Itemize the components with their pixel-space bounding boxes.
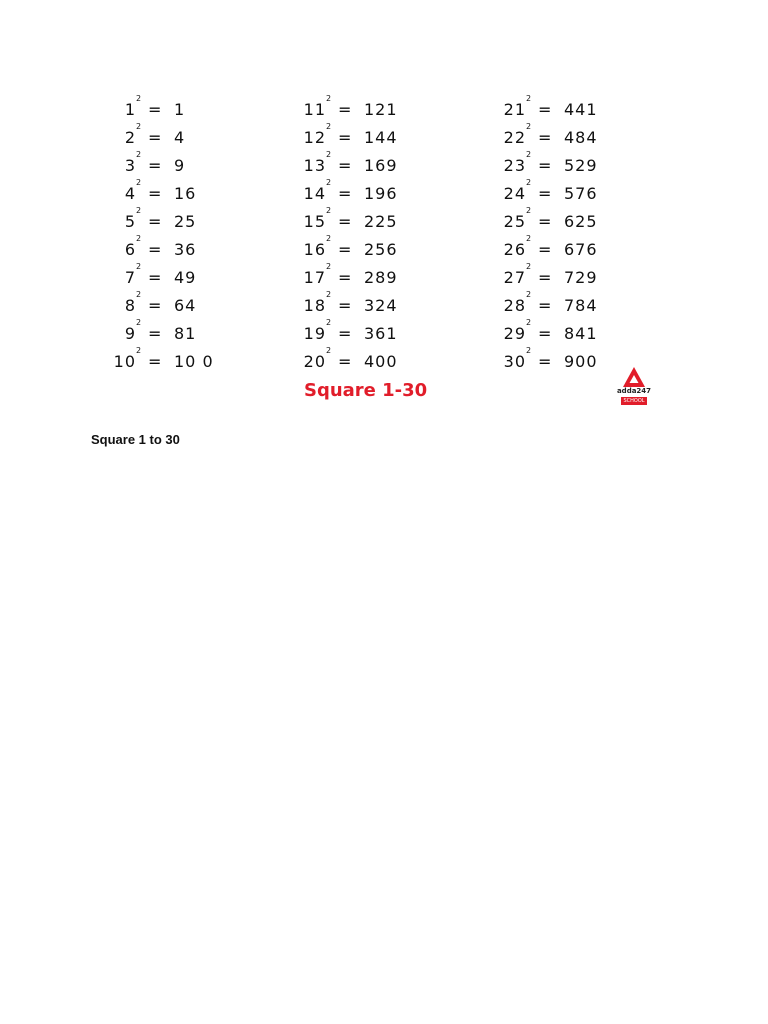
row-value: 841 (564, 324, 598, 343)
row-base: 13 (303, 156, 326, 175)
row-value: 64 (174, 296, 197, 315)
square-row (500, 288, 680, 316)
row-equals: = (538, 128, 553, 147)
row-base: 17 (303, 268, 326, 287)
logo-brand: adda247 (616, 387, 652, 395)
row-base: 15 (303, 212, 326, 231)
row-exponent: 2 (326, 290, 332, 299)
row-value: 36 (174, 240, 197, 259)
row-base: 1 (124, 100, 136, 119)
row-value: 121 (364, 100, 398, 119)
row-value: 4 (174, 128, 186, 147)
row-base: 21 (503, 100, 526, 119)
row-value: 729 (564, 268, 598, 287)
row-exponent: 2 (136, 122, 142, 131)
row-value: 900 (564, 352, 598, 371)
square-row (300, 344, 480, 372)
row-equals: = (148, 156, 163, 175)
row-base: 28 (503, 296, 526, 315)
row-base: 26 (503, 240, 526, 259)
square-row (110, 288, 290, 316)
row-exponent: 2 (526, 206, 532, 215)
square-row (500, 232, 680, 260)
row-base: 25 (503, 212, 526, 231)
square-row (110, 232, 290, 260)
row-equals: = (338, 268, 353, 287)
row-equals: = (538, 324, 553, 343)
row-value: 441 (564, 100, 598, 119)
square-row (500, 92, 680, 120)
row-exponent: 2 (326, 150, 332, 159)
row-exponent: 2 (136, 234, 142, 243)
row-value: 676 (564, 240, 598, 259)
square-row (500, 344, 680, 372)
row-equals: = (338, 184, 353, 203)
row-exponent: 2 (526, 318, 532, 327)
row-value: 1 (174, 100, 186, 119)
row-base: 7 (124, 268, 136, 287)
row-exponent: 2 (136, 206, 142, 215)
row-equals: = (338, 156, 353, 175)
row-value: 25 (174, 212, 197, 231)
row-equals: = (338, 128, 353, 147)
row-equals: = (538, 184, 553, 203)
square-row (300, 260, 480, 288)
row-value: 361 (364, 324, 398, 343)
squares-figure (100, 92, 680, 414)
row-exponent: 2 (526, 122, 532, 131)
row-equals: = (338, 352, 353, 371)
row-exponent: 2 (326, 318, 332, 327)
row-value: 144 (364, 128, 398, 147)
row-base: 20 (303, 352, 326, 371)
row-value: 81 (174, 324, 197, 343)
row-exponent: 2 (326, 122, 332, 131)
square-row (500, 260, 680, 288)
square-row (300, 204, 480, 232)
row-exponent: 2 (326, 262, 332, 271)
square-row (500, 120, 680, 148)
square-row (110, 148, 290, 176)
row-base: 30 (503, 352, 526, 371)
row-value: 10 0 (174, 352, 214, 371)
row-value: 784 (564, 296, 598, 315)
row-equals: = (338, 296, 353, 315)
row-base: 4 (124, 184, 136, 203)
square-row (110, 316, 290, 344)
square-row (500, 204, 680, 232)
row-exponent: 2 (136, 346, 142, 355)
row-equals: = (148, 240, 163, 259)
square-row (500, 176, 680, 204)
row-equals: = (148, 128, 163, 147)
row-base: 18 (303, 296, 326, 315)
row-base: 29 (503, 324, 526, 343)
row-exponent: 2 (326, 346, 332, 355)
adda247-logo-icon (616, 366, 652, 406)
row-equals: = (538, 240, 553, 259)
row-base: 5 (124, 212, 136, 231)
square-row (300, 120, 480, 148)
row-value: 400 (364, 352, 398, 371)
row-exponent: 2 (326, 234, 332, 243)
row-equals: = (538, 352, 553, 371)
square-row (300, 316, 480, 344)
row-base: 10 (113, 352, 136, 371)
row-equals: = (338, 240, 353, 259)
row-exponent: 2 (136, 262, 142, 271)
row-equals: = (148, 268, 163, 287)
row-equals: = (148, 184, 163, 203)
row-value: 256 (364, 240, 398, 259)
row-base: 19 (303, 324, 326, 343)
row-equals: = (338, 324, 353, 343)
square-row (110, 260, 290, 288)
row-base: 23 (503, 156, 526, 175)
row-equals: = (338, 100, 353, 119)
row-equals: = (338, 212, 353, 231)
square-row (110, 92, 290, 120)
row-exponent: 2 (526, 150, 532, 159)
row-base: 24 (503, 184, 526, 203)
row-value: 169 (364, 156, 398, 175)
row-exponent: 2 (136, 94, 142, 103)
row-exponent: 2 (136, 290, 142, 299)
row-base: 6 (124, 240, 136, 259)
document-caption: Square 1 to 30 (91, 432, 180, 447)
row-value: 529 (564, 156, 598, 175)
row-equals: = (538, 100, 553, 119)
row-exponent: 2 (526, 262, 532, 271)
row-base: 16 (303, 240, 326, 259)
row-base: 14 (303, 184, 326, 203)
square-row (300, 232, 480, 260)
square-row (110, 176, 290, 204)
square-row (500, 316, 680, 344)
row-base: 12 (303, 128, 326, 147)
square-row (300, 92, 480, 120)
row-equals: = (148, 324, 163, 343)
row-equals: = (148, 296, 163, 315)
square-row (110, 344, 290, 372)
row-exponent: 2 (326, 94, 332, 103)
row-value: 196 (364, 184, 398, 203)
square-row (300, 148, 480, 176)
row-exponent: 2 (326, 178, 332, 187)
logo-mark-icon (622, 366, 646, 388)
row-equals: = (538, 212, 553, 231)
row-base: 9 (124, 324, 136, 343)
row-value: 225 (364, 212, 398, 231)
row-equals: = (148, 352, 163, 371)
row-exponent: 2 (136, 150, 142, 159)
row-exponent: 2 (526, 234, 532, 243)
square-row (500, 148, 680, 176)
row-value: 49 (174, 268, 197, 287)
row-equals: = (538, 156, 553, 175)
row-exponent: 2 (136, 178, 142, 187)
square-row (110, 204, 290, 232)
row-equals: = (148, 212, 163, 231)
row-value: 16 (174, 184, 197, 203)
figure-caption: Square 1-30 (304, 380, 428, 401)
row-value: 625 (564, 212, 598, 231)
row-base: 22 (503, 128, 526, 147)
square-row (300, 288, 480, 316)
row-equals: = (538, 296, 553, 315)
row-base: 27 (503, 268, 526, 287)
row-value: 289 (364, 268, 398, 287)
row-value: 576 (564, 184, 598, 203)
row-value: 484 (564, 128, 598, 147)
row-exponent: 2 (136, 318, 142, 327)
square-row (110, 120, 290, 148)
row-base: 8 (124, 296, 136, 315)
row-base: 3 (124, 156, 136, 175)
row-base: 2 (124, 128, 136, 147)
row-exponent: 2 (526, 290, 532, 299)
row-exponent: 2 (526, 346, 532, 355)
square-row (300, 176, 480, 204)
row-exponent: 2 (526, 94, 532, 103)
logo-tag: SCHOOL (621, 397, 647, 405)
row-base: 11 (303, 100, 326, 119)
row-exponent: 2 (326, 206, 332, 215)
row-value: 9 (174, 156, 186, 175)
row-equals: = (538, 268, 553, 287)
row-exponent: 2 (526, 178, 532, 187)
row-equals: = (148, 100, 163, 119)
row-value: 324 (364, 296, 398, 315)
